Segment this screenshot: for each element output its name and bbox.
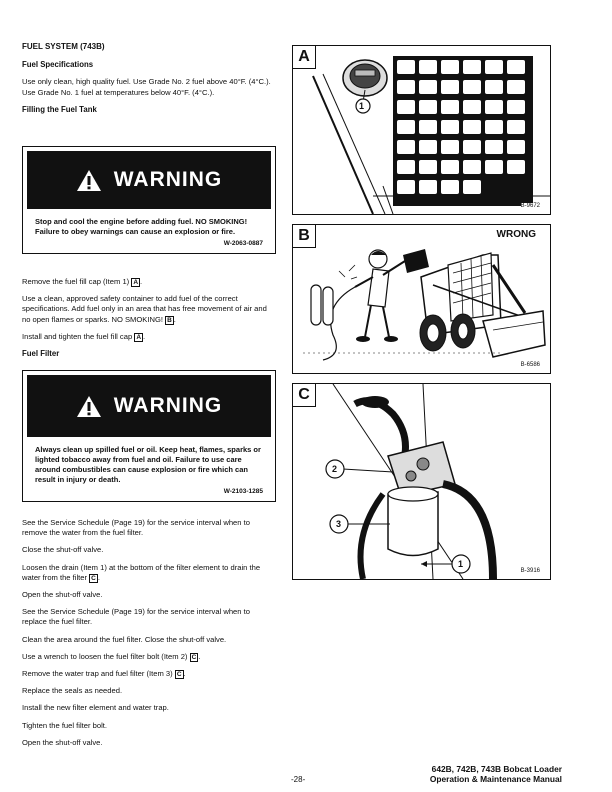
- callout-2: 2: [332, 464, 338, 474]
- callout-3: 3: [336, 519, 342, 529]
- warning-text: Always clean up spilled fuel or oil. Keep heat, flames, sparks or lighted tobacco away from fuel and oil. Failure to use care around combustibles can cause explosion or fire which can result in injury or death.: [35, 445, 261, 484]
- filter-step: Close the shut-off valve.: [22, 545, 104, 555]
- warning-banner: [27, 151, 271, 209]
- fuel-spec-text: Use only clean, high quality fuel. Use Grade No. 2 fuel above 40°F. (4°C.). Use Grade No. 1 fuel at temperatures below 40°F. (4°C.).: [22, 77, 271, 97]
- warning-label: WARNING: [113, 394, 223, 417]
- filter-step: Open the shut-off valve.: [22, 590, 103, 600]
- warning-triangle-icon: [76, 169, 102, 192]
- filling-steps: [22, 277, 274, 366]
- refueling-wrong-illustration: [293, 225, 550, 373]
- filter-step: See the Service Schedule (Page 19) for the service interval when to remove the water from the fuel filter.: [22, 518, 250, 538]
- figure-code: B-9672: [520, 203, 540, 209]
- warning-box-fuel-tank: [22, 146, 276, 254]
- filling-heading: Filling the Fuel Tank: [22, 104, 97, 114]
- fuel-filter-illustration: [293, 384, 550, 579]
- filter-step: Replace the seals as needed.: [22, 686, 123, 696]
- figure-letter: C: [293, 384, 316, 407]
- filter-step: Tighten the fuel filter bolt.: [22, 720, 107, 730]
- figure-letter: B: [293, 225, 316, 248]
- footer-title: [430, 764, 562, 784]
- figure-c: [292, 383, 551, 580]
- footer-model: 642B, 742B, 743B Bobcat Loader: [431, 764, 562, 774]
- warning-triangle-icon: [76, 395, 102, 418]
- callout-1: 1: [359, 101, 365, 111]
- warning-label: WARNING: [113, 168, 223, 191]
- figure-ref: C: [176, 671, 182, 679]
- warning-code: W-2063-0887: [223, 240, 263, 247]
- filter-step: Open the shut-off valve.: [22, 737, 103, 747]
- figure-letter: A: [293, 46, 316, 69]
- page-number: -28-: [291, 775, 306, 784]
- filling-step: Install and tighten the fuel fill cap A .: [22, 331, 146, 341]
- filling-step: Remove the fuel fill cap (Item 1) A .: [22, 277, 143, 286]
- filter-step: Remove the water trap and fuel filter (Item 3) C .: [22, 669, 186, 679]
- section-title: FUEL SYSTEM (743B): [22, 42, 105, 51]
- figure-ref: B: [167, 316, 172, 324]
- warning-banner: [27, 375, 271, 437]
- footer-manual: Operation & Maintenance Manual: [429, 774, 562, 784]
- fuel-spec-heading: Fuel Specifications: [22, 60, 94, 70]
- filter-step: Use a wrench to loosen the fuel filter bolt (Item 2) C .: [22, 651, 201, 661]
- warning-code: W-2103-1285: [223, 488, 263, 495]
- filter-step: Clean the area around the fuel filter. Close the shut-off valve.: [22, 634, 227, 644]
- figure-ref: C: [91, 574, 96, 582]
- figure-a: [292, 45, 551, 215]
- filling-step: Use a clean, approved safety container to add fuel of the correct specifications. Add fuel only in an area that has free movement of air and no open flames or sparks. NO SMOKING! B .: [22, 294, 267, 324]
- figure-ref: A: [136, 333, 142, 341]
- figure-ref: A: [133, 279, 139, 286]
- wrong-label: WRONG: [496, 229, 536, 240]
- warning-text: Stop and cool the engine before adding fuel. NO SMOKING! Failure to obey warnings can cause an explosion or fire.: [35, 217, 248, 236]
- left-column-top: [22, 42, 274, 122]
- warning-box-fuel-filter: [22, 370, 276, 502]
- figure-b: [292, 224, 551, 374]
- figure-ref: C: [191, 653, 197, 661]
- filter-step: Install the new filter element and water trap.: [22, 703, 169, 713]
- figure-code: B-3916: [520, 568, 540, 574]
- filter-steps: [22, 518, 274, 755]
- callout-1: 1: [458, 559, 464, 569]
- filter-step: Loosen the drain (Item 1) at the bottom of the filter element to drain the water from the filter C .: [22, 562, 261, 582]
- fuel-filter-heading: Fuel Filter: [22, 349, 60, 359]
- figure-code: B-6586: [520, 362, 540, 368]
- fuel-fill-cap-illustration: [293, 46, 550, 214]
- filter-step: See the Service Schedule (Page 19) for the service interval when to replace the fuel filter.: [22, 607, 250, 627]
